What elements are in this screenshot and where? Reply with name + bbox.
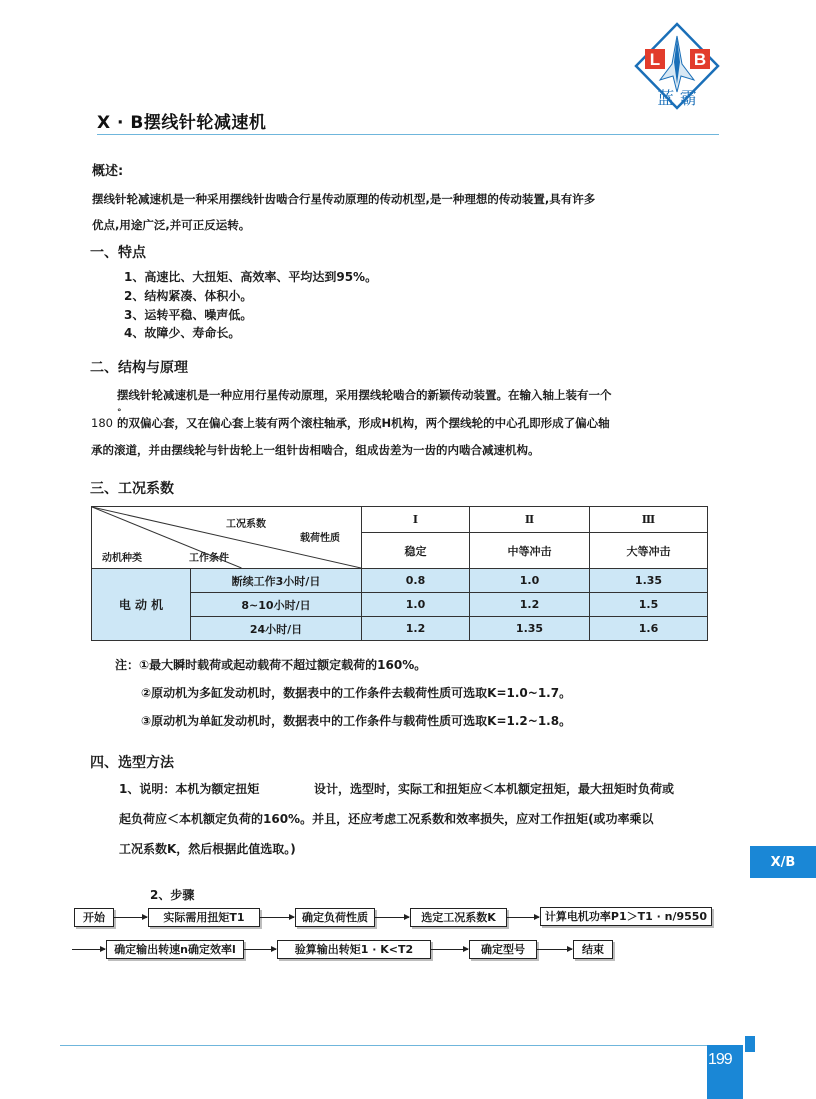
footer-accent-block [745, 1036, 755, 1052]
motor-type-cell: 电 动 机 [92, 569, 191, 641]
factor-cell: 1.2 [470, 593, 590, 617]
flow-arrow [430, 949, 468, 950]
factor-cell: 1.0 [470, 569, 590, 593]
selection-line-2: 起负荷应＜本机额定负荷的160%。并且，还应考虑工况系数和效率损失，应对工作扭矩(或功率乘以 [119, 812, 654, 826]
feature-item: 1、高速比、大扭矩、高效率、平均达到95%。 [124, 270, 378, 284]
table-corner-header [92, 507, 362, 569]
load-type-header: 中等冲击 [470, 533, 590, 569]
factor-cell: 1.0 [362, 593, 470, 617]
grade-header: Ⅱ [470, 507, 590, 533]
flow-step-speed: 确定输出转速n确定效率l [106, 940, 244, 959]
feature-item: 4、故障少、寿命长。 [124, 326, 241, 340]
overview-heading: 概述: [92, 164, 124, 179]
flow-arrow [506, 917, 539, 918]
logo-letter-b: B [693, 50, 707, 69]
table-row [92, 569, 708, 593]
brand-logo [634, 22, 720, 112]
condition-cell: 24小时/日 [191, 617, 362, 641]
load-type-header: 稳定 [362, 533, 470, 569]
structure-heading: 二、结构与原理 [90, 360, 188, 376]
selection-line-3: 工况系数K，然后根据此值选取。) [119, 842, 296, 856]
service-factor-table [91, 506, 708, 641]
structure-degree-mark: ° [117, 408, 122, 418]
flow-arrow [113, 917, 147, 918]
factor-cell: 1.6 [590, 617, 708, 641]
selection-heading: 四、选型方法 [90, 755, 174, 771]
structure-line-1: 摆线针轮减速机是一种应用行星传动原理，采用摆线轮啮合的新颖传动装置。在输入轴上装有一个 [117, 388, 612, 402]
page-number: 199 [708, 1051, 732, 1068]
flow-step-power: 计算电机功率P1＞T1 · n/9550 [540, 907, 712, 926]
grade-header: Ⅰ [362, 507, 470, 533]
footer-divider [60, 1045, 743, 1046]
flow-step-end: 结束 [573, 940, 613, 959]
structure-angle: 180 [91, 416, 113, 430]
flow-step-check-torque: 验算输出转矩1 · K<T2 [277, 940, 431, 959]
factor-cell: 1.5 [590, 593, 708, 617]
section-tab: X/B [750, 846, 816, 878]
selection-line-1a: 1、说明：本机为额定扭矩 [119, 782, 260, 796]
condition-cell: 8~10小时/日 [191, 593, 362, 617]
corner-label-load: 载荷性质 [300, 533, 340, 544]
steps-heading: 2、步骤 [150, 888, 195, 902]
flow-step-load: 确定负荷性质 [295, 908, 375, 927]
factor-cell: 1.2 [362, 617, 470, 641]
overview-line-1: 摆线针轮减速机是一种采用摆线针齿啮合行星传动原理的传动机型,是一种理想的传动装置,具有许多 [92, 192, 596, 206]
service-note: ③原动机为单缸发动机时，数据表中的工作条件与载荷性质可选取K=1.2~1.8。 [141, 714, 572, 728]
flow-step-torque: 实际需用扭矩T1 [148, 908, 260, 927]
feature-item: 3、运转平稳、噪声低。 [124, 308, 253, 322]
feature-item: 2、结构紧凑、体积小。 [124, 289, 253, 303]
flow-arrow [259, 917, 294, 918]
service-heading: 三、工况系数 [90, 481, 174, 497]
flow-step-factor: 选定工况系数K [410, 908, 507, 927]
logo-letter-l: L [649, 50, 661, 69]
factor-cell: 0.8 [362, 569, 470, 593]
service-note: ②原动机为多缸发动机时，数据表中的工作条件去载荷性质可选取K=1.0~1.7。 [141, 686, 572, 700]
selection-line-1b: 设计，选型时，实际工和扭矩应＜本机额定扭矩，最大扭矩时负荷或 [314, 782, 675, 796]
flow-step-start: 开始 [74, 908, 114, 927]
corner-label-motor-type: 动机种类 [102, 553, 142, 564]
overview-line-2: 优点,用途广泛,并可正反运转。 [92, 218, 251, 232]
corner-label-factor: 工况系数 [226, 519, 266, 530]
flow-arrow [243, 949, 276, 950]
corner-label-condition: 工作条件 [189, 553, 229, 564]
flow-step-model: 确定型号 [469, 940, 537, 959]
title-divider [97, 134, 719, 135]
flow-arrow [536, 949, 572, 950]
structure-line-3: 承的滚道，并由摆线轮与针齿轮上一组针齿相啮合，组成齿差为一齿的内啮合减速机构。 [91, 443, 540, 457]
grade-header: Ⅲ [590, 507, 708, 533]
features-heading: 一、特点 [90, 245, 146, 261]
logo-chars: 蓝 霸 [657, 89, 697, 109]
factor-cell: 1.35 [470, 617, 590, 641]
structure-line-2: 的双偏心套，又在偏心套上装有两个滚柱轴承，形成H机构，两个摆线轮的中心孔即形成了偏心轴 [117, 416, 610, 430]
load-type-header: 大等冲击 [590, 533, 708, 569]
service-note: 注：①最大瞬时载荷或起动载荷不超过额定载荷的160%。 [115, 658, 427, 672]
condition-cell: 断续工作3小时/日 [191, 569, 362, 593]
page-title: X · B摆线针轮减速机 [97, 113, 267, 133]
factor-cell: 1.35 [590, 569, 708, 593]
flow-arrow [72, 949, 105, 950]
flow-arrow [374, 917, 409, 918]
